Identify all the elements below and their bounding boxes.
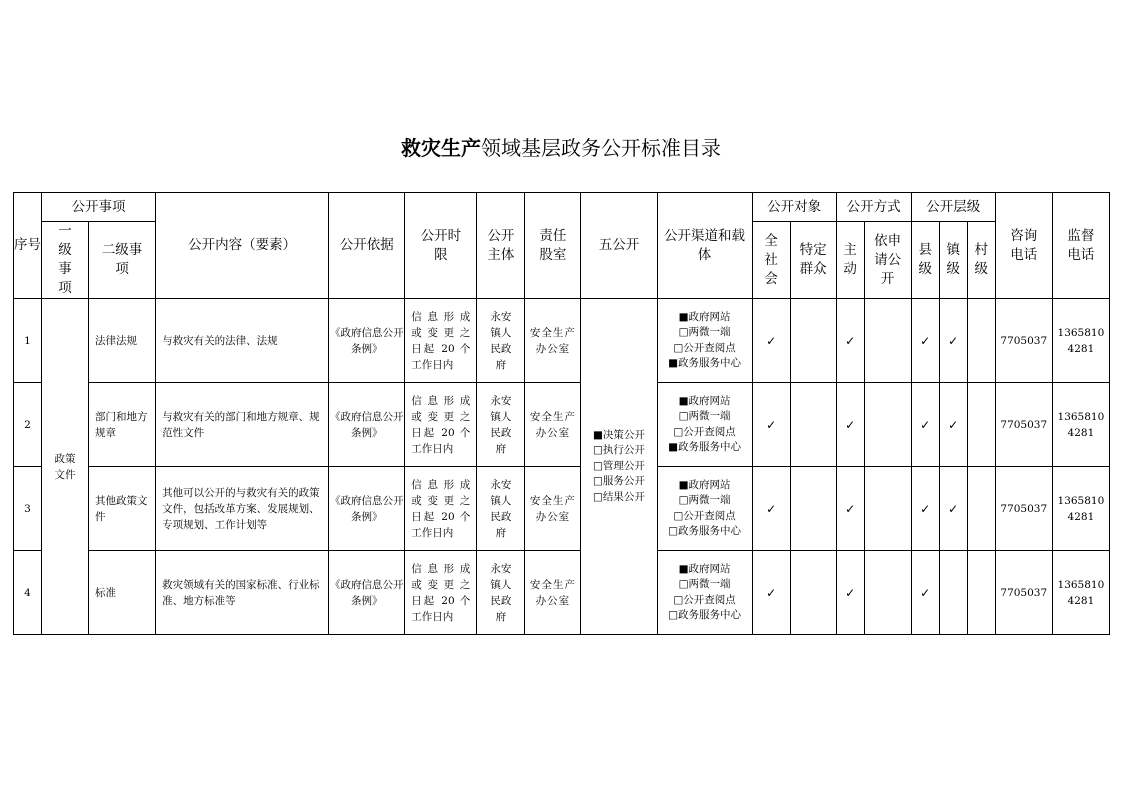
- row-consult: 7705037: [995, 383, 1052, 467]
- header-method-active: 主动: [836, 222, 864, 299]
- supervise-line: 4281: [1067, 426, 1095, 439]
- deadline-line: 或变更之: [411, 410, 471, 423]
- subject-line: 永安: [490, 310, 512, 323]
- row-basis: 《政府信息公开条例》: [329, 467, 405, 551]
- supervise-line: 1365810: [1057, 578, 1105, 591]
- check-method-active: ✓: [836, 299, 864, 383]
- channel-item: □政务服务中心: [668, 525, 741, 537]
- document-title: [0, 132, 1122, 161]
- channel-item: ■政务服务中心: [668, 357, 741, 369]
- row-level2: 其他政策文件: [89, 467, 156, 551]
- subject-line: 永安: [490, 394, 512, 407]
- row-content: 与救灾有关的法律、法规: [156, 299, 329, 383]
- check-target-all: ✓: [752, 551, 790, 635]
- empty-method-request: [864, 551, 911, 635]
- check-level-county: ✓: [911, 383, 939, 467]
- deadline-line: 日起 20 个: [411, 426, 471, 439]
- row-supervise: [1052, 467, 1109, 551]
- empty-method-request: [864, 383, 911, 467]
- deadline-line: 工作日内: [411, 358, 454, 371]
- five-public-item: □服务公开: [593, 475, 645, 488]
- empty-target-specific: [790, 467, 836, 551]
- row-subject: [477, 299, 525, 383]
- header-method-request: 依申请公开: [864, 222, 911, 299]
- header-basis: 公开依据: [329, 193, 405, 299]
- subject-line: 府: [495, 610, 507, 623]
- row-channel: [657, 467, 752, 551]
- channel-item: ■政府网站: [678, 562, 731, 575]
- subject-line: 永安: [490, 562, 512, 575]
- row-dept: 安全生产办公室: [525, 467, 581, 551]
- supervise-line: 1365810: [1057, 326, 1105, 339]
- title-bold: 救灾生产: [401, 136, 481, 160]
- table-row: [14, 551, 1110, 635]
- empty-level-village: [967, 383, 995, 467]
- row-level2: 法律法规: [89, 299, 156, 383]
- header-level2: 二级事项: [89, 222, 156, 299]
- table-row: [14, 383, 1110, 467]
- channel-item: □两微一端: [678, 410, 731, 422]
- subject-line: 镇人: [490, 326, 512, 339]
- header-method-group: 公开方式: [836, 193, 911, 222]
- channel-item: ■政府网站: [678, 394, 731, 407]
- channel-item: □两微一端: [678, 494, 731, 506]
- row-level2: 标准: [89, 551, 156, 635]
- level1-item-label: 政策文件: [54, 452, 76, 481]
- channel-item: □政务服务中心: [668, 609, 741, 621]
- header-consult: 咨询电话: [995, 193, 1052, 299]
- channel-item: □公开查阅点: [673, 341, 736, 354]
- deadline-line: 信息形成: [411, 478, 471, 491]
- check-target-all: ✓: [752, 383, 790, 467]
- deadline-line: 工作日内: [411, 442, 454, 455]
- check-level-county: ✓: [911, 467, 939, 551]
- row-deadline: [405, 299, 477, 383]
- channel-item: □公开查阅点: [673, 425, 736, 438]
- subject-line: 府: [495, 442, 507, 455]
- channel-item: ■政府网站: [678, 310, 731, 323]
- row-dept: 安全生产办公室: [525, 551, 581, 635]
- empty-level-village: [967, 551, 995, 635]
- header-level-town: 镇级: [939, 222, 967, 299]
- deadline-line: 工作日内: [411, 526, 454, 539]
- header-dept: 责任股室: [525, 193, 581, 299]
- deadline-line: 日起 20 个: [411, 594, 471, 607]
- header-subject: 公开主体: [477, 193, 525, 299]
- check-level-town: ✓: [939, 299, 967, 383]
- empty-target-specific: [790, 383, 836, 467]
- row-content: 与救灾有关的部门和地方规章、规范性文件: [156, 383, 329, 467]
- level1-item: [42, 299, 89, 635]
- deadline-line: 日起 20 个: [411, 342, 471, 355]
- header-target-group: 公开对象: [752, 193, 836, 222]
- row-deadline: [405, 551, 477, 635]
- header-channel: 公开渠道和载体: [657, 193, 752, 299]
- subject-line: 府: [495, 526, 507, 539]
- supervise-line: 1365810: [1057, 494, 1105, 507]
- row-basis: 《政府信息公开条例》: [329, 383, 405, 467]
- row-deadline: [405, 383, 477, 467]
- empty-level-village: [967, 467, 995, 551]
- check-level-county: ✓: [911, 299, 939, 383]
- supervise-line: 1365810: [1057, 410, 1105, 423]
- deadline-line: 或变更之: [411, 494, 471, 507]
- channel-item: ■政务服务中心: [668, 441, 741, 453]
- deadline-line: 日起 20 个: [411, 510, 471, 523]
- channel-item: □两微一端: [678, 578, 731, 590]
- row-seq: 3: [14, 467, 42, 551]
- deadline-line: 或变更之: [411, 578, 471, 591]
- deadline-line: 信息形成: [411, 562, 471, 575]
- row-consult: 7705037: [995, 467, 1052, 551]
- row-level2: 部门和地方规章: [89, 383, 156, 467]
- check-level-town: ✓: [939, 467, 967, 551]
- row-subject: [477, 467, 525, 551]
- empty-level-town: [939, 551, 967, 635]
- row-content: 救灾领域有关的国家标准、行业标准、地方标准等: [156, 551, 329, 635]
- deadline-line: 信息形成: [411, 310, 471, 323]
- subject-line: 永安: [490, 478, 512, 491]
- five-public-item: □结果公开: [593, 490, 645, 503]
- deadline-line: 工作日内: [411, 610, 454, 623]
- header-supervise: 监督电话: [1052, 193, 1109, 299]
- row-dept: 安全生产办公室: [525, 383, 581, 467]
- catalog-table: [13, 192, 1110, 635]
- row-content: 其他可以公开的与救灾有关的政策文件，包括改革方案、发展规划、专项规划、工作计划等: [156, 467, 329, 551]
- title-rest: 领域基层政务公开标准目录: [481, 136, 721, 160]
- supervise-line: 4281: [1067, 594, 1095, 607]
- header-level-group: 公开层级: [911, 193, 995, 222]
- header-target-specific: 特定群众: [790, 222, 836, 299]
- five-public-item: □执行公开: [593, 444, 645, 457]
- subject-line: 民政: [490, 342, 512, 355]
- empty-target-specific: [790, 551, 836, 635]
- header-seq-label: 序号: [14, 237, 41, 253]
- row-supervise: [1052, 551, 1109, 635]
- row-subject: [477, 383, 525, 467]
- header-items-group: 公开事项: [42, 193, 156, 222]
- check-level-town: ✓: [939, 383, 967, 467]
- row-seq: 1: [14, 299, 42, 383]
- deadline-line: 信息形成: [411, 394, 471, 407]
- check-method-active: ✓: [836, 383, 864, 467]
- five-public-item: □管理公开: [593, 459, 645, 472]
- header-seq: [14, 193, 42, 299]
- empty-method-request: [864, 467, 911, 551]
- supervise-line: 4281: [1067, 342, 1095, 355]
- subject-line: 民政: [490, 594, 512, 607]
- row-consult: 7705037: [995, 551, 1052, 635]
- row-dept: 安全生产办公室: [525, 299, 581, 383]
- row-basis: 《政府信息公开条例》: [329, 299, 405, 383]
- deadline-line: 或变更之: [411, 326, 471, 339]
- subject-line: 镇人: [490, 578, 512, 591]
- row-supervise: [1052, 299, 1109, 383]
- five-public-item: ■决策公开: [593, 428, 645, 441]
- row-deadline: [405, 467, 477, 551]
- row-channel: [657, 299, 752, 383]
- header-target-all: 全社会: [752, 222, 790, 299]
- row-consult: 7705037: [995, 299, 1052, 383]
- check-method-active: ✓: [836, 467, 864, 551]
- row-seq: 4: [14, 551, 42, 635]
- header-five: 五公开: [581, 193, 657, 299]
- header-deadline: 公开时限: [405, 193, 477, 299]
- subject-line: 府: [495, 358, 507, 371]
- row-supervise: [1052, 383, 1109, 467]
- row-channel: [657, 551, 752, 635]
- channel-item: □两微一端: [678, 326, 731, 338]
- empty-method-request: [864, 299, 911, 383]
- subject-line: 民政: [490, 426, 512, 439]
- channel-item: □公开查阅点: [673, 593, 736, 606]
- five-public-list: [581, 299, 657, 635]
- row-seq: 2: [14, 383, 42, 467]
- check-target-all: ✓: [752, 467, 790, 551]
- table-row: [14, 299, 1110, 383]
- check-target-all: ✓: [752, 299, 790, 383]
- supervise-line: 4281: [1067, 510, 1095, 523]
- subject-line: 镇人: [490, 494, 512, 507]
- table-row: [14, 467, 1110, 551]
- row-basis: 《政府信息公开条例》: [329, 551, 405, 635]
- row-subject: [477, 551, 525, 635]
- header-level1: 一级事项: [42, 222, 89, 299]
- subject-line: 民政: [490, 510, 512, 523]
- empty-target-specific: [790, 299, 836, 383]
- row-channel: [657, 383, 752, 467]
- subject-line: 镇人: [490, 410, 512, 423]
- check-level-county: ✓: [911, 551, 939, 635]
- empty-level-village: [967, 299, 995, 383]
- channel-item: ■政府网站: [678, 478, 731, 491]
- header-level-county: 县级: [911, 222, 939, 299]
- channel-item: □公开查阅点: [673, 509, 736, 522]
- header-content: 公开内容（要素）: [156, 193, 329, 299]
- header-level-village: 村级: [967, 222, 995, 299]
- check-method-active: ✓: [836, 551, 864, 635]
